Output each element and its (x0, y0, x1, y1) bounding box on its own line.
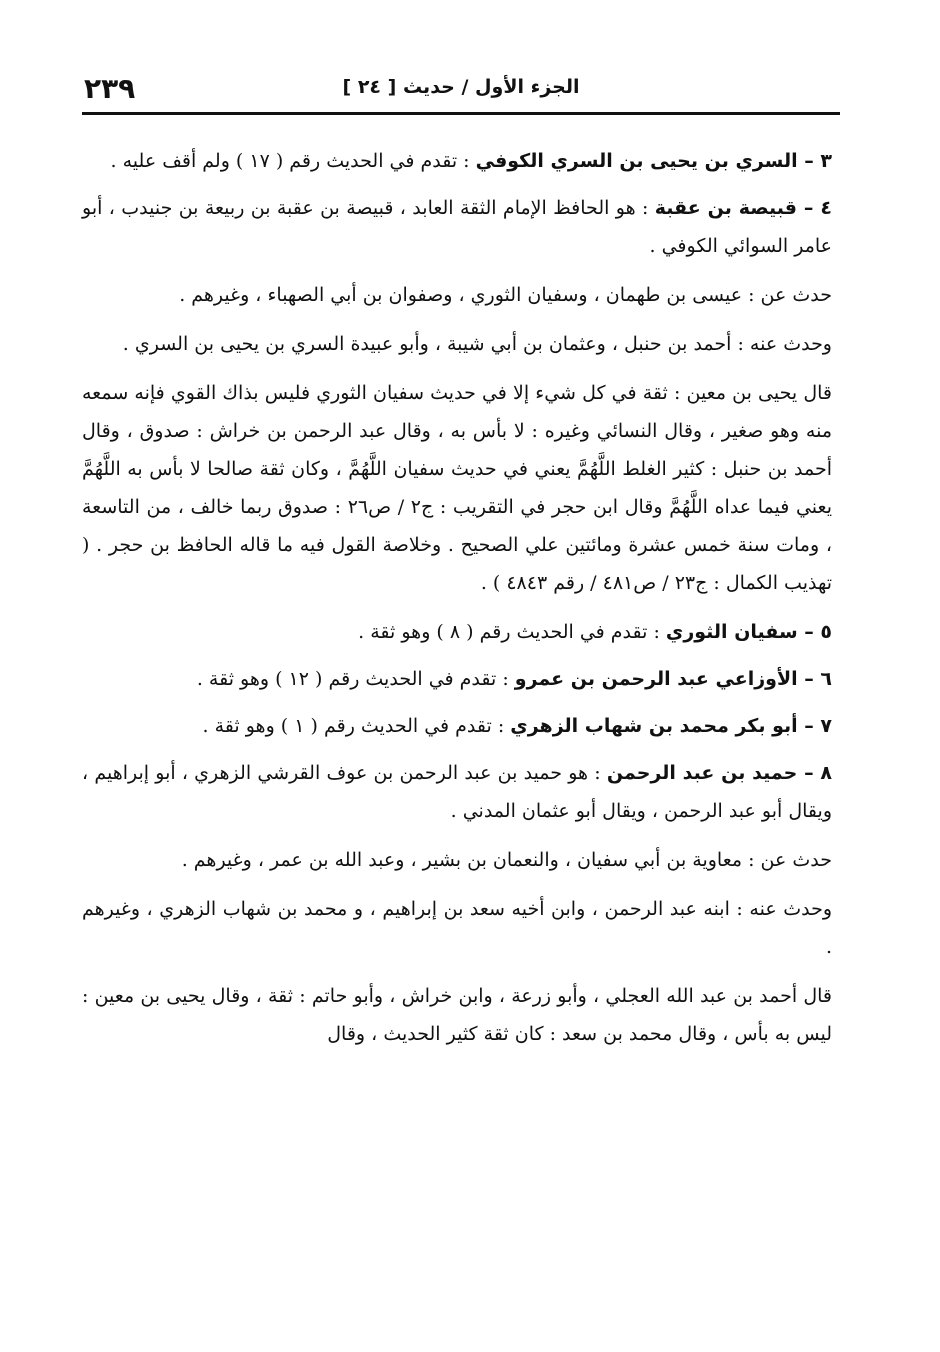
entry-text: : هو حميد بن عبد الرحمن بن عوف القرشي الزهري ، أبو إبراهيم ، ويقال أبو عبد الرحمن ، ويقال أبو عثمان المدني . (82, 762, 832, 822)
narrator-name: ٣ – السري بن يحيى بن السري الكوفي (475, 150, 832, 172)
narrator-name: ٤ – قبيصة بن عقبة (654, 197, 832, 219)
paragraph (82, 325, 832, 363)
paragraph (82, 374, 832, 602)
paragraph (82, 276, 832, 314)
paragraph-text: قال يحيى بن معين : ثقة في كل شيء إلا في حديث سفيان الثوري فليس بذاك القوي فإنه سمعه منه وهو صغير ، وقال النسائي وغيره : لا بأس به ، وقال عبد الرحمن بن خراش : صدوق ، وقال أحمد بن حنبل : كثير الغلط اللَّهُمَّ يعني في حديث سفيان اللَّهُمَّ ، وكان ثقة صالحا لا بأس به اللَّهُمَّ يعني فيما عداه اللَّهُمَّ وقال ابن حجر في التقريب : ج٢ / ص٢٦ : صدوق ربما خالف ، من التاسعة ، ومات سنة خمس عشرة ومائتين علي الصحيح . وخلاصة القول فيه ما قاله الحافظ بن حجر . ( تهذيب الكمال : ج٢٣ / ص٤٨١ / رقم ٤٨٤٣ ) . (82, 382, 832, 594)
page-body (82, 142, 832, 1064)
narrator-name: ٥ – سفيان الثوري (665, 621, 832, 643)
narrator-entry (82, 142, 832, 180)
paragraph (82, 841, 832, 879)
paragraph-text: وحدث عنه : أحمد بن حنبل ، وعثمان بن أبي شيبة ، وأبو عبيدة السري بن يحيى بن السري . (122, 333, 832, 355)
paragraph-text: حدث عن : معاوية بن أبي سفيان ، والنعمان بن بشير ، وعبد الله بن عمر ، وغيرهم . (181, 849, 832, 871)
narrator-entry (82, 707, 832, 745)
entry-text: : تقدم في الحديث رقم ( ٨ ) وهو ثقة . (358, 621, 666, 643)
entry-text: : تقدم في الحديث رقم ( ١٧ ) ولم أقف عليه . (110, 150, 476, 172)
paragraph-text: قال أحمد بن عبد الله العجلي ، وأبو زرعة ، وابن خراش ، وأبو حاتم : ثقة ، وقال يحيى بن معين : ليس به بأس ، وقال محمد بن سعد : كان ثقة كثير الحديث ، وقال (82, 985, 832, 1045)
running-title: الجزء الأول / حديث [ ٢٤ ] (342, 76, 580, 98)
narrator-name: ٦ – الأوزاعي عبد الرحمن بن عمرو (514, 668, 832, 690)
narrator-entry (82, 660, 832, 698)
narrator-entry (82, 754, 832, 830)
narrator-name: ٨ – حميد بن عبد الرحمن (606, 762, 832, 784)
page-header (82, 70, 840, 115)
paragraph (82, 890, 832, 966)
narrator-name: ٧ – أبو بكر محمد بن شهاب الزهري (510, 715, 832, 737)
entry-text: : هو الحافظ الإمام الثقة العابد ، قبيصة بن عقبة بن ربيعة بن جنيدب ، أبو عامر السوائي الكوفي . (82, 197, 832, 257)
entry-text: : تقدم في الحديث رقم ( ١ ) وهو ثقة . (202, 715, 511, 737)
page-number: ٢٣٩ (84, 72, 136, 105)
entry-text: : تقدم في الحديث رقم ( ١٢ ) وهو ثقة . (196, 668, 515, 690)
narrator-entry (82, 189, 832, 265)
paragraph (82, 977, 832, 1053)
narrator-entry (82, 613, 832, 651)
paragraph-text: وحدث عنه : ابنه عبد الرحمن ، وابن أخيه سعد بن إبراهيم ، و محمد بن شهاب الزهري ، وغيرهم . (82, 898, 832, 958)
paragraph-text: حدث عن : عيسى بن طهمان ، وسفيان الثوري ، وصفوان بن أبي الصهباء ، وغيرهم . (179, 284, 832, 306)
